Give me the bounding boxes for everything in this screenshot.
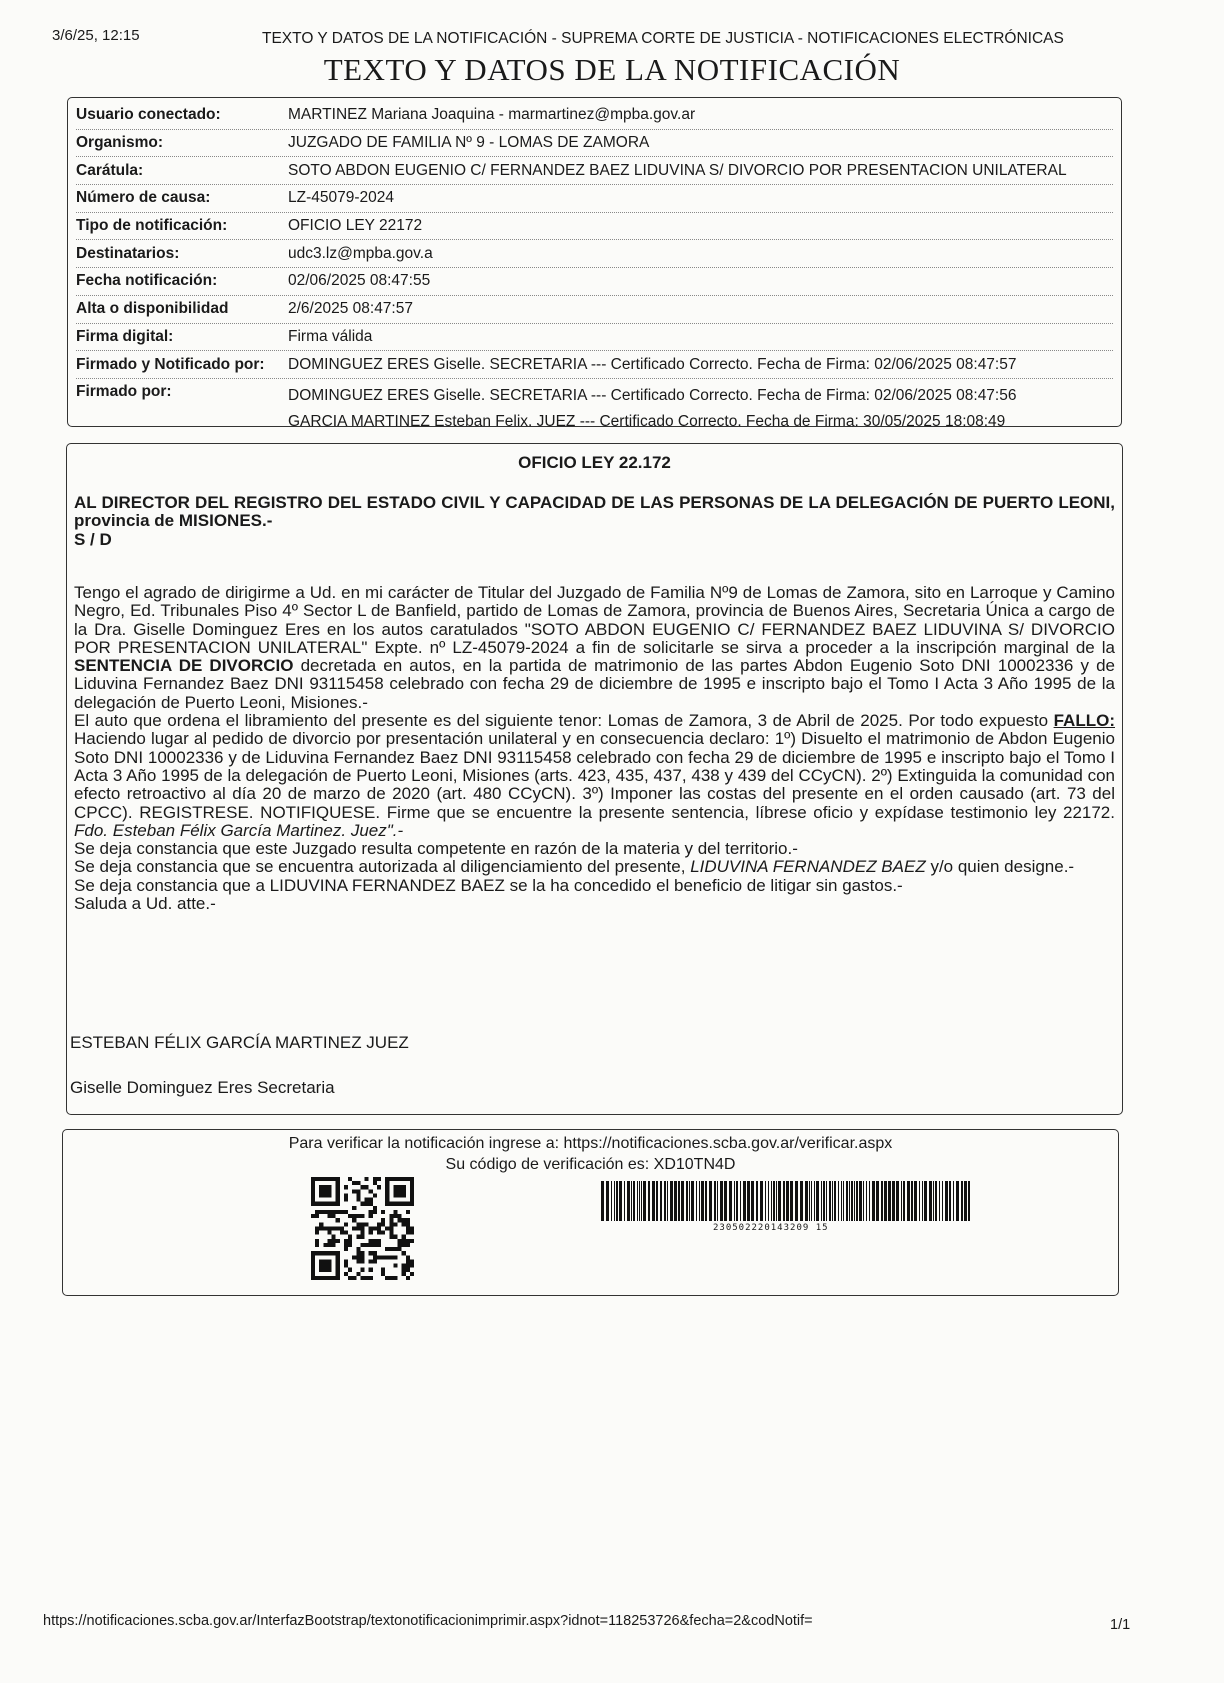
oficio-body-text xyxy=(74,584,1115,913)
signer-line: GARCIA MARTINEZ Esteban Felix. JUEZ --- Certificado Correcto. Fecha de Firma: 30/05/2025 18:08:49 xyxy=(288,412,1006,430)
meta-label: Firmado y Notificado por: xyxy=(76,355,265,373)
meta-label: Alta o disponibilidad xyxy=(76,300,229,318)
sentencia-bold: SENTENCIA DE DIVORCIO xyxy=(74,656,294,676)
barcode-icon xyxy=(601,1181,971,1221)
meta-row-firma-digital xyxy=(76,324,1113,352)
meta-row-destinatarios xyxy=(76,240,1113,268)
print-header xyxy=(0,0,1224,60)
sin-domicilio: S / D xyxy=(74,530,112,549)
text-span: y/o quien designe.- xyxy=(925,857,1075,877)
notification-metadata-box xyxy=(67,97,1122,430)
meta-row-fecha-notificacion xyxy=(76,268,1113,296)
meta-row-firmado-por xyxy=(76,379,1113,435)
print-date: 3/6/25, 12:15 xyxy=(52,27,140,44)
meta-label: Fecha notificación: xyxy=(76,272,218,290)
text-span: Haciendo lugar al pedido de divorcio por presentación unilateral y en consecuencia declaro: 1º) Disuelto el matrimonio de Abdon Eugenio Soto DNI 10002336 y de Liduvina Fernandez Baez DNI 93115458 celebrado con fecha 29 de diciembre de 1995 e inscripto bajo el Tomo I Acta 3 Año 1995 de la delegación de Puerto Leoni, Misiones (arts. 423, 435, 437, 438 y 439 del CCyCN). 2º) Extinguida la comunidad con efecto retroactivo al día 20 de marzo de 2020 (art. 480 CCyCN). 3º) Imponer las costas del presente en el orden causado (art. 73 del CPCC). REGISTRESE. NOTIFIQUESE. Firme que se encuentre la presente sentencia, líbrese oficio y expídase testimonio ley 22172. xyxy=(74,729,1115,822)
meta-value: JUZGADO DE FAMILIA Nº 9 - LOMAS DE ZAMORA xyxy=(288,134,650,152)
meta-value: Firma válida xyxy=(288,327,373,345)
judge-signature: ESTEBAN FÉLIX GARCÍA MARTINEZ JUEZ xyxy=(70,1033,409,1052)
print-title: TEXTO Y DATOS DE LA NOTIFICACIÓN - SUPREMA CORTE DE JUSTICIA - NOTIFICACIONES ELECTRÓNICAS xyxy=(262,30,1064,47)
meta-row-firmado-notificado xyxy=(76,351,1113,379)
meta-value: MARTINEZ Mariana Joaquina - marmartinez@mpba.gov.ar xyxy=(288,106,696,124)
oficio-heading: OFICIO LEY 22.172 xyxy=(518,453,671,472)
text-span: Se deja constancia que se encuentra autorizada al diligenciamiento del presente, xyxy=(74,857,691,877)
qr-code-icon xyxy=(311,1177,414,1280)
paragraph-competence: Se deja constancia que este Juzgado resulta competente en razón de la materia y del territorio.- xyxy=(74,839,798,859)
paragraph-authorized xyxy=(74,858,1115,876)
meta-row-alta xyxy=(76,296,1113,324)
meta-value: LZ-45079-2024 xyxy=(288,189,394,207)
paragraph-request xyxy=(74,584,1115,712)
meta-label: Firmado por: xyxy=(76,382,172,400)
verification-url-line: Para verificar la notificación ingrese a: https://notificaciones.scba.gov.ar/verificar.aspx xyxy=(288,1135,893,1152)
meta-label: Número de causa: xyxy=(76,189,211,207)
meta-row-caratula xyxy=(76,157,1113,185)
meta-value: OFICIO LEY 22172 xyxy=(288,217,423,235)
paragraph-benefit: Se deja constancia que a LIDUVINA FERNANDEZ BAEZ se la ha concedido el beneficio de litigar sin gastos.- xyxy=(74,875,903,895)
meta-label: Organismo: xyxy=(76,134,163,152)
meta-row-organismo xyxy=(76,130,1113,158)
verification-code-line: Su código de verificación es: XD10TN4D xyxy=(445,1156,736,1173)
text-span: El auto que ordena el libramiento del presente es del siguiente tenor: Lomas de Zamora, 3 de Abril de 2025. Por todo expuesto xyxy=(74,711,1054,731)
meta-value: 2/6/2025 08:47:57 xyxy=(288,300,413,318)
text-span: Tengo el agrado de dirigirme a Ud. en mi carácter de Titular del Juzgado de Familia Nº9 de Lomas de Zamora, sito en Larroque y Camino Negro, Ed. Tribunales Piso 4º Sector L de Banfield, partido de Lomas de Zamora, provincia de Buenos Aires, Secretaria Única a cargo de la Dra. Giselle Dominguez Eres en los autos caratulados "SOTO ABDON EUGENIO C/ FERNANDEZ BAEZ LIDUVINA S/ DIVORCIO POR PRESENTACION UNILATERAL" Expte. nº LZ-45079-2024 a fin de solicitarle se sirva a proceder a la inscripción marginal de la xyxy=(74,583,1115,657)
verification-box xyxy=(62,1129,1119,1296)
meta-value: DOMINGUEZ ERES Giselle. SECRETARIA --- Certificado Correcto. Fecha de Firma: 02/06/2025 08:47:57 xyxy=(288,355,1017,373)
meta-value: 02/06/2025 08:47:55 xyxy=(288,272,431,290)
meta-row-tipo-notificacion xyxy=(76,213,1113,241)
meta-label: Firma digital: xyxy=(76,327,174,345)
paragraph-greeting: Saluda a Ud. atte.- xyxy=(74,894,216,914)
addressee-province: MISIONES.- xyxy=(178,511,273,530)
secretary-signature: Giselle Dominguez Eres Secretaria xyxy=(70,1078,335,1097)
meta-label: Destinatarios: xyxy=(76,244,180,262)
paragraph-fallo xyxy=(74,712,1115,840)
meta-value: udc3.lz@mpba.gov.a xyxy=(288,244,433,262)
meta-label: Carátula: xyxy=(76,161,144,179)
meta-value xyxy=(288,383,1113,435)
meta-label: Tipo de notificación: xyxy=(76,217,228,235)
signer-line: DOMINGUEZ ERES Giselle. SECRETARIA --- Certificado Correcto. Fecha de Firma: 02/06/2025 08:47:56 xyxy=(288,386,1017,404)
meta-value: SOTO ABDON EUGENIO C/ FERNANDEZ BAEZ LIDUVINA S/ DIVORCIO POR PRESENTACION UNILATERAL xyxy=(288,161,1067,179)
barcode-number: 230502220143209 15 xyxy=(713,1223,829,1233)
meta-label: Usuario conectado: xyxy=(76,106,221,124)
meta-row-numero-causa xyxy=(76,185,1113,213)
addressee-text: AL DIRECTOR DEL REGISTRO DEL ESTADO CIVIL Y CAPACIDAD DE LAS PERSONAS DE LA DELEGACIÓN DE PUERTO LEONI, provincia de xyxy=(74,493,1115,530)
page-number: 1/1 xyxy=(1110,1617,1131,1633)
meta-row-usuario xyxy=(76,102,1113,130)
signature-italic: Fdo. Esteban Félix García Martinez. Juez".- xyxy=(74,820,404,840)
addressee xyxy=(74,494,1115,530)
oficio-body-box xyxy=(66,443,1123,1115)
text-span: decretada en autos, en la partida de matrimonio de las partes Abdon Eugenio Soto DNI 10002336 y de Liduvina Fernandez Baez DNI 93115458 celebrado con fecha 29 de diciembre de 1995 e inscripto bajo el Tomo I Acta 3 Año 1995 de la delegación de Puerto Leoni, Misiones.- xyxy=(74,656,1115,712)
fallo-bold: FALLO: xyxy=(1053,711,1115,731)
authorized-name: LIDUVINA FERNANDEZ BAEZ xyxy=(690,857,926,877)
document-title: TEXTO Y DATOS DE LA NOTIFICACIÓN xyxy=(323,52,901,87)
footer-url: https://notificaciones.scba.gov.ar/InterfazBootstrap/textonotificacionimprimir.aspx?idnot=118253726&fecha=2&codNotif= xyxy=(43,1613,813,1629)
